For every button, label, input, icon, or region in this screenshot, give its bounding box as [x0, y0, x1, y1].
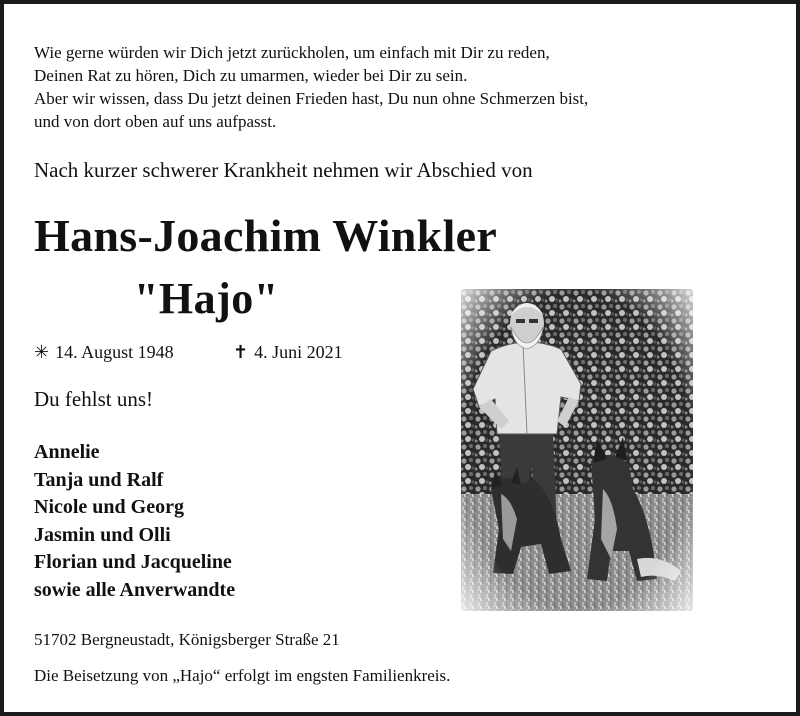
portrait-photo-drawing: [461, 289, 693, 611]
portrait-photo: [461, 289, 693, 611]
poem-line-1: Wie gerne würden wir Dich jetzt zurückholen, um einfach mit Dir zu reden,: [34, 43, 550, 62]
birth-date: 14. August 1948: [55, 342, 174, 362]
miss-you-message: Du fehlst uns!: [34, 387, 153, 411]
death-date-group: [233, 340, 343, 364]
deceased-name: Hans-Joachim Winkler: [34, 210, 498, 261]
mourner-item: Jasmin und Olli: [34, 523, 171, 546]
family-address: 51702 Bergneustadt, Königsberger Straße 21: [34, 630, 340, 649]
mourner-item: Florian und Jacqueline: [34, 551, 232, 573]
mourner-item: Tanja und Ralf: [34, 468, 164, 491]
poem-line-3: Aber wir wissen, dass Du jetzt deinen Frieden hast, Du nun ohne Schmerzen bist,: [34, 89, 589, 108]
poem-line-4: und von dort oben auf uns aufpasst.: [34, 112, 277, 131]
mourner-item: sowie alle Anverwandte: [34, 578, 236, 601]
deceased-nickname: "Hajo": [134, 274, 279, 323]
poem-line-2: Deinen Rat zu hören, Dich zu umarmen, wieder bei Dir zu sein.: [34, 66, 468, 85]
farewell-intro: Nach kurzer schwerer Krankheit nehmen wir Abschied von: [34, 158, 533, 182]
mourners-list: [34, 439, 235, 604]
poem-block: [34, 41, 754, 133]
birth-star-icon: ✳: [34, 342, 50, 362]
mourner-item: Nicole und Georg: [34, 496, 184, 518]
mourner-item: Annelie: [34, 441, 100, 463]
death-cross-icon: ✝: [233, 342, 249, 362]
birth-date-group: [34, 340, 174, 364]
death-date: 4. Juni 2021: [254, 342, 343, 362]
burial-note: Die Beisetzung von „Hajo“ erfolgt im engsten Familienkreis.: [34, 666, 451, 685]
